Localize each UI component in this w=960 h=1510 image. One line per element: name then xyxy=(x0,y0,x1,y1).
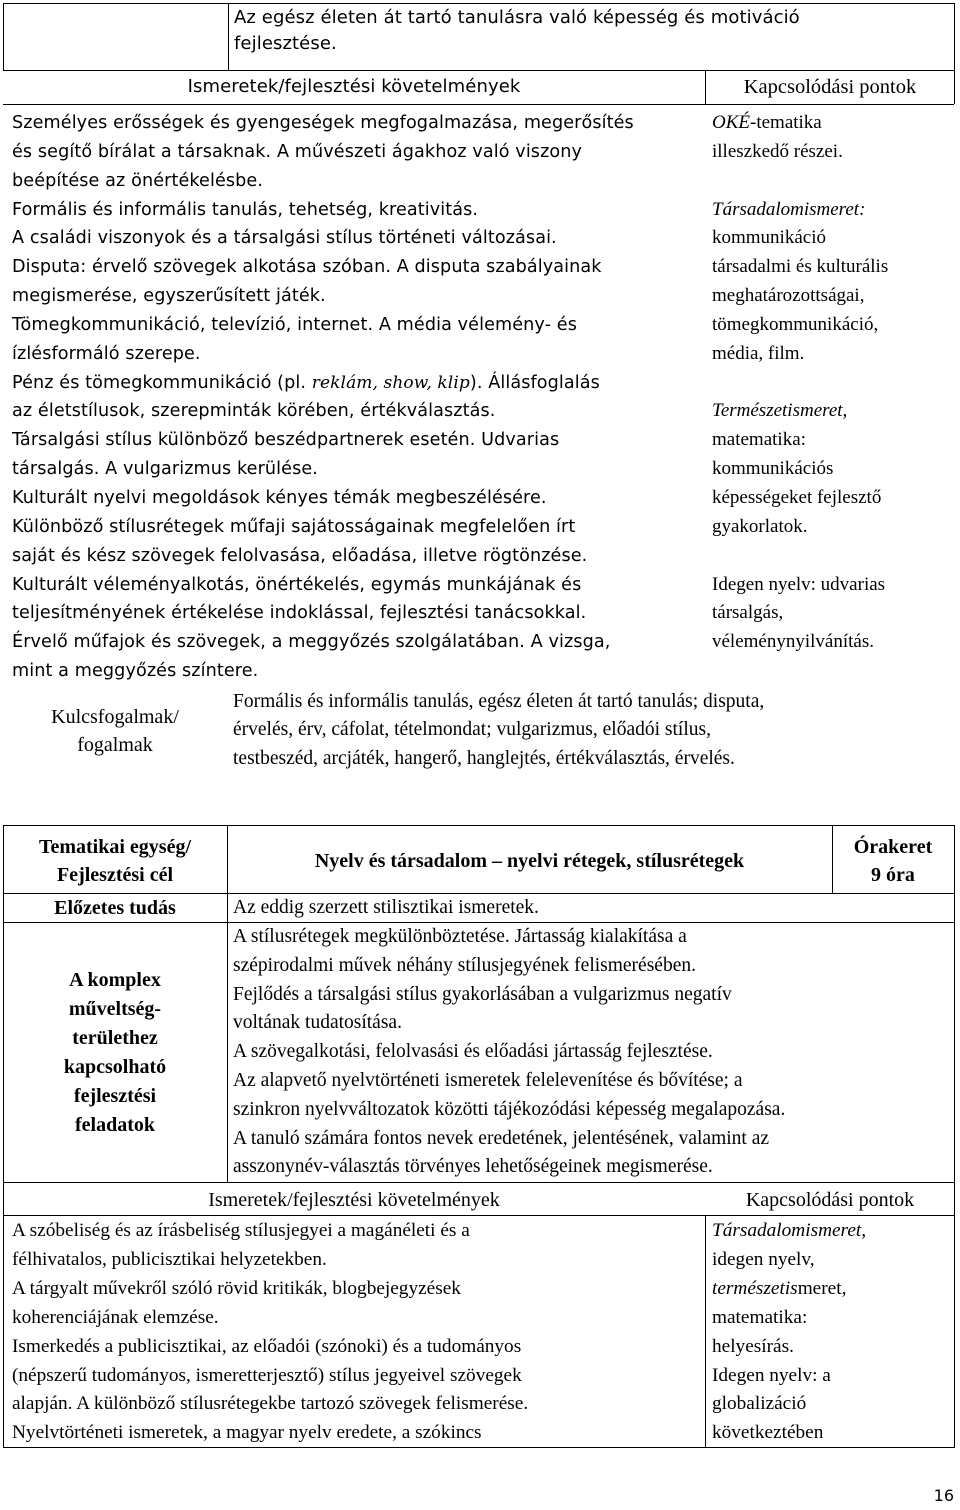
key-line: testbeszéd, arcjáték, hangerő, hanglejtés, értékválasztás, érvelés. xyxy=(233,747,735,769)
req-line: Tömegkommunikáció, televízió, internet. A média vélemény- és xyxy=(12,314,577,335)
req-line: Formális és informális tanulás, tehetség, kreativitás. xyxy=(12,199,479,220)
conn-line: Idegen nyelv: a xyxy=(712,1364,831,1386)
key-concepts-text xyxy=(233,688,953,773)
conn-line: meghatározottságai, xyxy=(712,285,865,307)
req-text: Pénz és tömegkommunikáció (pl. xyxy=(12,372,312,393)
req-line: ízlésformáló szerepe. xyxy=(12,343,201,364)
conn-line: kommunikáció xyxy=(712,227,826,249)
req-line: Kulturált nyelvi megoldások kényes témák megbeszélésére. xyxy=(12,487,547,508)
complex-label-line: A komplex xyxy=(69,969,161,991)
req-line: az életstílusok, szerepminták körében, értékválasztás. xyxy=(12,401,496,422)
complex-label-line: fejlesztési xyxy=(73,1085,157,1107)
goal-text: Az egész életen át tartó tanulásra való képesség és motiváció fejlesztése. xyxy=(234,7,800,54)
req-line: Társalgási stílus különböző beszédpartnerek esetén. Udvarias xyxy=(12,430,560,451)
complex-label-line: műveltség- xyxy=(68,998,162,1020)
conn-line: társadalmi és kulturális xyxy=(712,256,889,278)
req-line: beépítése az önértékelésbe. xyxy=(12,170,264,191)
conn-line: matematika: xyxy=(712,1306,808,1328)
unit-title: Nyelv és társadalom – nyelvi rétegek, stílusrétegek xyxy=(314,850,745,872)
conn-line: globalizáció xyxy=(712,1393,807,1415)
req-line: Nyelvtörténeti ismeretek, a magyar nyelv eredete, a szókincs xyxy=(12,1422,482,1444)
req-line: Kulturált véleményalkotás, önértékelés, egymás munkájának és xyxy=(12,574,582,595)
req-line: saját és kész szövegek felolvasása, előadása, illetve rögtönzése. xyxy=(12,545,588,566)
connections-header: Kapcsolódási pontok xyxy=(743,76,917,98)
conn-line: tömegkommunikáció, xyxy=(712,313,879,335)
key-label-line: fogalmak xyxy=(77,734,153,756)
complex-label-line: területhez xyxy=(72,1027,158,1049)
complex-line: szépirodalmi művek néhány stílusjegyének felismerésében. xyxy=(233,954,696,976)
req-line: A tárgyalt művekről szóló rövid kritikák, blogbejegyzések xyxy=(12,1277,461,1299)
complex-label-line: kapcsolható xyxy=(63,1056,167,1078)
conn-line: következtében xyxy=(712,1422,824,1444)
complex-tasks-label xyxy=(4,966,226,1140)
req-line: mint a meggyőzés színtere. xyxy=(12,661,259,682)
complex-line: A szövegalkotási, felolvasási és előadási jártasság fejlesztése. xyxy=(233,1041,713,1063)
page-number: 16 xyxy=(933,1486,954,1505)
conn-line: társalgás, xyxy=(712,602,784,624)
conn-line: illeszkedő részei. xyxy=(712,140,843,162)
req-italic-text: reklám, show, klip xyxy=(311,372,470,393)
unit-label-line: Tematikai egység/ xyxy=(38,836,192,858)
connections-list xyxy=(712,109,952,657)
conn-line: kommunikációs xyxy=(712,458,834,480)
conn-text: -tematika xyxy=(750,112,822,133)
hours-box xyxy=(833,833,953,889)
conn-line: Társadalomismeret, xyxy=(712,1220,867,1241)
req-line: teljesítményének értékelése indoklással, fejlesztési tanácsokkal. xyxy=(12,603,587,624)
requirements-header: Ismeretek/fejlesztési követelmények xyxy=(187,76,521,97)
req-line: megismerése, egyszerűsített játék. xyxy=(12,286,326,307)
complex-line: Az alapvető nyelvtörténeti ismeretek felelevenítése és bővítése; a xyxy=(233,1069,743,1091)
conn-text: meret, xyxy=(797,1277,847,1299)
conn-line: gyakorlatok. xyxy=(712,515,808,537)
conn-subject-title: Természetismeret, xyxy=(712,400,848,422)
complex-line: szinkron nyelvváltozatok közötti tájékozódási képesség megalapozása. xyxy=(233,1098,786,1120)
key-concepts-label xyxy=(4,703,226,759)
req-line: Disputa: érvelő szövegek alkotása szóban. A disputa szabályainak xyxy=(12,257,602,278)
key-line: Formális és informális tanulás, egész életen át tartó tanulás; disputa, xyxy=(233,691,765,712)
requirements-header-2: Ismeretek/fejlesztési követelmények xyxy=(208,1189,500,1211)
conn-line xyxy=(712,1275,952,1304)
req-line: félhivatalos, publicisztikai helyzetekben. xyxy=(12,1248,327,1270)
conn-line: idegen nyelv, xyxy=(712,1248,815,1270)
conn-line xyxy=(712,109,952,138)
req-line: és segítő bírálat a társaknak. A művészeti ágakhoz való viszony xyxy=(12,141,583,162)
conn-line: Idegen nyelv: udvarias xyxy=(712,573,886,595)
req-line: Ismerkedés a publicisztikai, az előadói (szónoki) és a tudományos xyxy=(12,1335,522,1357)
conn-subject-title: Társadalomismeret: xyxy=(712,198,866,220)
conn-italic-text: OKÉ xyxy=(712,112,750,133)
complex-line: A tanuló számára fontos nevek eredetének, jelentésének, valamint az xyxy=(233,1127,770,1149)
req-line: A szóbeliség és az írásbeliség stílusjegyei a magánéleti és a xyxy=(12,1220,470,1241)
conn-line: helyesírás. xyxy=(712,1335,794,1357)
key-label-line: Kulcsfogalmak/ xyxy=(51,706,179,728)
prior-knowledge-text: Az eddig szerzett stilisztikai ismeretek. xyxy=(233,897,539,918)
requirements-list xyxy=(12,109,702,686)
hours-label: Órakeret xyxy=(853,836,933,858)
connections-list-2 xyxy=(712,1217,952,1448)
req-paragraph xyxy=(12,109,702,196)
req-line: A családi viszonyok és a társalgási stílus történeti változásai. xyxy=(12,228,557,249)
req-text: ). Állásfoglalás xyxy=(469,372,600,393)
requirements-list-2 xyxy=(12,1217,702,1448)
req-line: alapján. A különböző stílusrétegekbe tartozó szövegek felismerése. xyxy=(12,1393,529,1415)
complex-tasks-text xyxy=(233,923,951,1182)
prior-knowledge-label: Előzetes tudás xyxy=(54,897,176,919)
unit-label xyxy=(4,833,226,889)
req-line: koherenciájának elemzése. xyxy=(12,1306,219,1328)
req-line: társalgás. A vulgarizmus kerülése. xyxy=(12,459,318,480)
conn-line: matematika: xyxy=(712,429,806,451)
conn-italic-text: természetis xyxy=(712,1277,798,1299)
complex-label-line: feladatok xyxy=(75,1114,155,1136)
connections-header-2: Kapcsolódási pontok xyxy=(745,1189,915,1211)
hours-value: 9 óra xyxy=(871,864,915,886)
complex-line: voltának tudatosítása. xyxy=(233,1012,402,1034)
conn-line: véleménynyilvánítás. xyxy=(712,631,874,653)
req-line: Különböző stílusrétegek műfaji sajátosságainak megfelelően írt xyxy=(12,516,576,537)
unit-label-line: Fejlesztési cél xyxy=(56,864,174,886)
conn-line: képességeket fejlesztő xyxy=(712,486,882,508)
complex-line: asszonynév-választás törvényes lehetőségeinek megismerése. xyxy=(233,1156,713,1178)
req-line: (népszerű tudományos, ismeretterjesztő) stílus jegyeivel szövegek xyxy=(12,1364,522,1386)
conn-line: média, film. xyxy=(712,342,805,364)
req-line: Érvelő műfajok és szövegek, a meggyőzés szolgálatában. A vizsga, xyxy=(12,632,611,653)
complex-line: A stílusrétegek megkülönböztetése. Jártasság kialakítása a xyxy=(233,926,687,947)
req-line: Személyes erősségek és gyengeségek megfogalmazása, megerősítés xyxy=(12,113,634,133)
complex-line: Fejlődés a társalgási stílus gyakorlásában a vulgarizmus negatív xyxy=(233,983,732,1005)
req-line xyxy=(12,369,702,398)
key-line: érvelés, érv, cáfolat, tételmondat; vulgarizmus, előadói stílus, xyxy=(233,719,711,741)
